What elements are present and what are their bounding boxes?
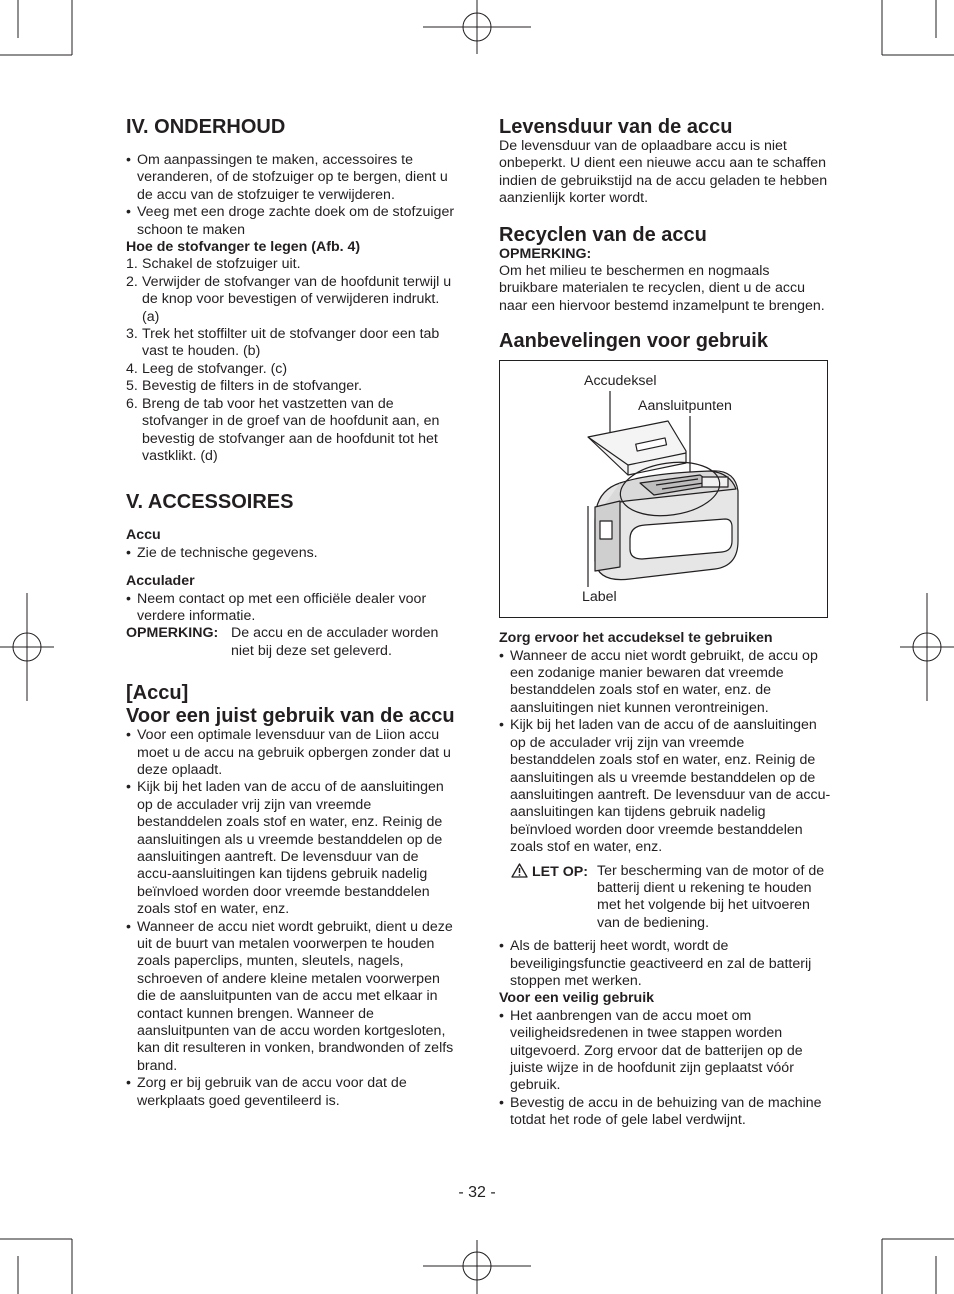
levensduur-text: De levensduur van de oplaadbare accu is niet onbeperkt. U dient een nieuwe accu aan te schaffen indien de gebruikstijd na de accu geladen te hebben aanzienlijk korter wordt.: [499, 138, 828, 207]
veilig-bullets: [499, 1008, 831, 1130]
list-item: 2. Verwijder de stofvanger van de hoofdunit terwijl u de knop voor bevestigen of verwijderen indrukt. (a): [126, 273, 452, 325]
accudeksel-bullets: [499, 648, 831, 857]
list-item: • Als de batterij heet wordt, wordt de beveiligingsfunctie geactiveerd en zal de batterij stoppen met werken.: [499, 938, 831, 990]
battery-illustration: [500, 361, 827, 617]
list-item: • Kijk bij het laden van de accu of de aansluitingen op de acculader vrij zijn van vreemde bestanddelen zoals stof en water, enz. Reinig de aansluitingen als u vreemde bestanddelen op de aansluitingen aantreft. De levensduur van de accu-aansluitingen kan tijdens gebruik nadelig beïnvloed worden door vreemde bestanddelen zoals stof en water, enz.: [499, 717, 831, 856]
list-item: • Voor een optimale levensduur van de Liion accu moet u de accu na gebruik opbergen zonder dat u deze oplaadt.: [126, 727, 456, 779]
list-item: • Wanneer de accu niet wordt gebruikt, de accu op een zodanige manier bewaren dat vreemde bestanddelen zoals stof en water, enz. de aansluitingen niet kunnen verontreinigen.: [499, 648, 831, 718]
section-title-accu-1: [Accu]: [126, 682, 189, 705]
list-item: • Het aanbrengen van de accu moet om veiligheidsredenen in twee stappen worden uitgevoerd. Zorg ervoor dat de batterijen op de juiste wijze in de hoofdunit zijn geplaatst vóór gebruik.: [499, 1008, 831, 1095]
letop-label-wrap: LET OP:: [511, 863, 597, 933]
accudeksel-heading: Zorg ervoor het accudeksel te gebruiken: [499, 630, 773, 647]
letop-text: Ter bescherming van de motor of de batterij dient u rekening te houden met het volgende bij het uitvoeren van de bediening.: [597, 862, 825, 931]
page-number: - 32 -: [458, 1184, 496, 1201]
list-item: • Zie de technische gegevens.: [126, 545, 456, 562]
heet-bullets: [499, 938, 831, 990]
recyclen-note-label: OPMERKING:: [499, 245, 592, 262]
stofvanger-heading: Hoe de stofvanger te legen (Afb. 4): [126, 239, 361, 256]
warning-icon: [511, 863, 528, 878]
list-item: • Om aanpassingen te maken, accessoires te veranderen, of de stofzuiger op te bergen, dient u de accu van de stofzuiger te verwijderen.: [126, 152, 456, 204]
list-item: • Neem contact op met een officiële dealer voor verdere informatie.: [126, 591, 456, 626]
accessoires-note: [126, 625, 456, 660]
battery-figure: [499, 360, 828, 618]
list-item: • Bevestig de accu in de behuizing van de machine totdat het rode of gele label verdwijnt.: [499, 1095, 831, 1130]
acculader-heading: Acculader: [126, 573, 195, 590]
onderhoud-bullets: [126, 152, 456, 239]
section-title-recyclen: Recyclen van de accu: [499, 223, 707, 246]
list-item: • Veeg met een droge zachte doek om de stofzuiger schoon te maken: [126, 204, 456, 239]
section-title-levensduur: Levensduur van de accu: [499, 116, 733, 138]
section-title-aanbevelingen: Aanbevelingen voor gebruik: [499, 330, 768, 353]
section-title-accessoires: V. ACCESSOIRES: [126, 491, 294, 514]
accu-heading: Accu: [126, 527, 161, 544]
list-item: • Wanneer de accu niet wordt gebruikt, dient u deze uit de buurt van metalen voorwerpen te houden zoals paperclips, munten, sleutels, nagels, schroeven of andere kleine metalen voorwerpen die de aansluitpunten van de accu met elkaar in contact kunnen brengen. Wanneer de aansluitpunten van de accu worden kortgesloten, kan dit resulteren in vonken, brandwonden of zelfs brand.: [126, 919, 456, 1076]
label-label: Label: [582, 589, 617, 606]
note-text: De accu en de acculader worden niet bij deze set geleverd.: [231, 625, 439, 659]
list-item: 1. Schakel de stofzuiger uit.: [126, 256, 301, 273]
note-label: OPMERKING:: [126, 625, 219, 642]
accu-bullets: [126, 545, 456, 562]
section-title-onderhoud: IV. ONDERHOUD: [126, 116, 286, 138]
right-column: [499, 112, 831, 1130]
list-item: • Kijk bij het laden van de accu of de aansluitingen op de acculader vrij zijn van vreemde bestanddelen zoals stof en water, enz. Reinig de aansluitingen als u vreemde bestanddelen op de aansluitingen aantreft. De levensduur van de accu-aansluitingen kan tijdens gebruik nadelig beïnvloed worden door vreemde bestanddelen zoals stof en water, enz.: [126, 779, 456, 918]
letop-label: LET OP: [531, 863, 584, 880]
list-item: 4. Leeg de stofvanger. (c): [126, 360, 288, 377]
left-column: [126, 112, 456, 1110]
recyclen-text: Om het milieu te beschermen en nogmaals bruikbare materialen te recyclen, dient u de accu naar een hiervoor bestemd inzamelpunt te brengen.: [499, 263, 825, 314]
stofvanger-steps: [126, 256, 456, 465]
letop-warning: [499, 863, 831, 933]
veilig-heading: Voor een veilig gebruik: [499, 990, 655, 1007]
accu-gebruik-bullets: [126, 727, 456, 1110]
label-accudeksel: Accudeksel: [584, 373, 657, 390]
list-item: 3. Trek het stoffilter uit de stofvanger door een tab vast te houden. (b): [126, 326, 440, 360]
list-item: • Zorg er bij gebruik van de accu voor dat de werkplaats goed geventileerd is.: [126, 1075, 456, 1110]
section-title-accu-2: Voor een juist gebruik van de accu: [126, 705, 455, 728]
acculader-bullets: [126, 591, 456, 626]
list-item: 5. Bevestig de filters in de stofvanger.: [126, 378, 363, 395]
list-item: 6. Breng de tab voor het vastzetten van de stofvanger in de groef van de hoofdunit aan, en bevestig de stofvanger aan de hoofdunit tot het vastklikt. (d): [126, 395, 440, 464]
label-aansluitpunten: Aansluitpunten: [638, 398, 732, 415]
